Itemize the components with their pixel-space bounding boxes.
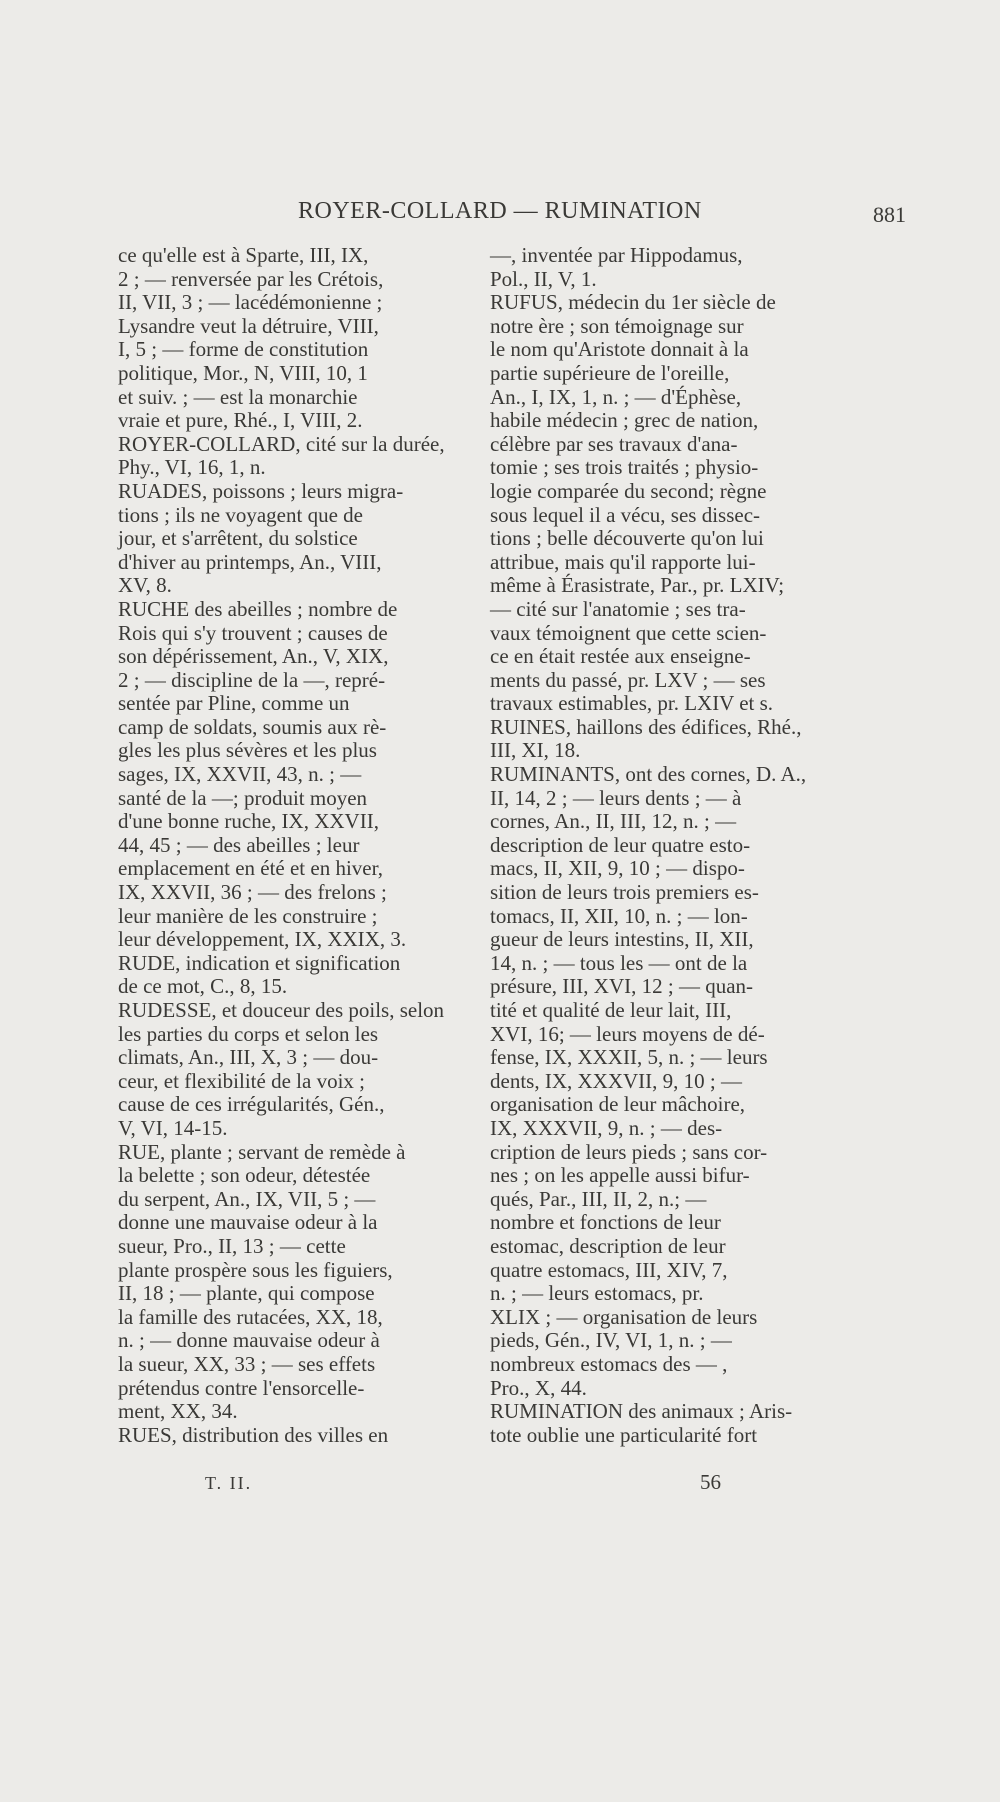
index-line: la belette ; son odeur, détestée [118, 1163, 371, 1188]
index-line: IX, XXXVII, 9, n. ; — des- [490, 1115, 723, 1140]
index-line: sentée par Pline, comme un [118, 691, 350, 716]
page-number: 881 [873, 202, 906, 227]
index-line: 2 ; — discipline de la —, repré- [118, 667, 386, 692]
index-line: tomie ; ses trois traités ; physio- [490, 455, 759, 480]
index-line: et suiv. ; — est la monarchie [118, 384, 358, 409]
sheet-number: 56 [700, 1470, 721, 1494]
index-line: 14, n. ; — tous les — ont de la [490, 950, 748, 975]
index-line: XV, 8. [118, 573, 172, 598]
index-line: Pol., II, V, 1. [490, 266, 597, 291]
index-line: leur développement, IX, XXIX, 3. [118, 927, 407, 952]
index-line: fense, IX, XXXII, 5, n. ; — leurs [490, 1045, 768, 1070]
index-line: — cité sur l'anatomie ; ses tra- [490, 596, 746, 621]
index-line: du serpent, An., IX, VII, 5 ; — [118, 1186, 376, 1211]
index-line: travaux estimables, pr. LXIV et s. [490, 691, 774, 716]
index-line: donne une mauvaise odeur à la [118, 1210, 378, 1235]
index-line: cription de leurs pieds ; sans cor- [490, 1139, 768, 1164]
index-line: RUDE, indication et signification [118, 950, 401, 975]
page-title: ROYER-COLLARD — RUMINATION [298, 198, 702, 224]
index-line: jour, et s'arrêtent, du solstice [118, 526, 358, 551]
index-line: tomacs, II, XII, 10, n. ; — lon- [490, 903, 748, 928]
index-line: Phy., VI, 16, 1, n. [118, 455, 266, 480]
index-line: d'hiver au printemps, An., VIII, [118, 549, 382, 574]
index-line: sous lequel il a vécu, ses dissec- [490, 502, 761, 527]
index-line: ments du passé, pr. LXV ; — ses [490, 667, 766, 692]
index-line: V, VI, 14-15. [118, 1115, 228, 1140]
index-line: XLIX ; — organisation de leurs [490, 1304, 758, 1329]
index-line: tions ; ils ne voyagent que de [118, 502, 363, 527]
index-line: partie supérieure de l'oreille, [490, 360, 730, 385]
index-line: cause de ces irrégularités, Gén., [118, 1092, 385, 1117]
index-line: son dépérissement, An., V, XIX, [118, 644, 389, 669]
index-line: sition de leurs trois premiers es- [490, 880, 759, 905]
index-line: 44, 45 ; — des abeilles ; leur [118, 832, 360, 857]
index-line: habile médecin ; grec de nation, [490, 408, 759, 433]
index-line: RUADES, poissons ; leurs migra- [118, 478, 404, 503]
index-line: de ce mot, C., 8, 15. [118, 974, 288, 999]
index-line: ce en était restée aux enseigne- [490, 644, 751, 669]
index-line: gueur de leurs intestins, II, XII, [490, 927, 754, 952]
index-line: quatre estomacs, III, XIV, 7, [490, 1257, 728, 1282]
index-line: les parties du corps et selon les [118, 1021, 379, 1046]
index-line: ment, XX, 34. [118, 1399, 238, 1424]
index-line: tions ; belle découverte qu'on lui [490, 526, 764, 551]
index-line: vraie et pure, Rhé., I, VIII, 2. [118, 408, 363, 433]
index-line: emplacement en été et en hiver, [118, 856, 384, 881]
index-line: leur manière de les construire ; [118, 903, 378, 928]
index-line: ceur, et flexibilité de la voix ; [118, 1068, 365, 1093]
right-column [490, 244, 848, 1447]
index-line: qués, Par., III, II, 2, n.; — [490, 1186, 707, 1211]
running-head [0, 198, 1000, 232]
index-line: sages, IX, XXVII, 43, n. ; — [118, 762, 362, 787]
index-line: RUES, distribution des villes en [118, 1422, 389, 1447]
index-line: Pro., X, 44. [490, 1375, 587, 1400]
index-line: présure, III, XVI, 12 ; — quan- [490, 974, 754, 999]
index-line: même à Érasistrate, Par., pr. LXIV; [490, 573, 785, 598]
volume-signature: T. II. [205, 1473, 253, 1493]
index-line: RUE, plante ; servant de remède à [118, 1139, 406, 1164]
index-line: cornes, An., II, III, 12, n. ; — [490, 809, 737, 834]
index-line: dents, IX, XXXVII, 9, 10 ; — [490, 1068, 742, 1093]
index-line: II, 14, 2 ; — leurs dents ; — à [490, 785, 742, 810]
index-line: sueur, Pro., II, 13 ; — cette [118, 1233, 346, 1258]
index-line: logie comparée du second; règne [490, 478, 767, 503]
index-line: I, 5 ; — forme de constitution [118, 337, 369, 362]
index-line: n. ; — donne mauvaise odeur à [118, 1328, 380, 1353]
index-line: macs, II, XII, 9, 10 ; — dispo- [490, 856, 745, 881]
index-line: la famille des rutacées, XX, 18, [118, 1304, 383, 1329]
index-line: RUCHE des abeilles ; nombre de [118, 596, 398, 621]
index-line: —, inventée par Hippodamus, [490, 243, 743, 267]
index-line: prétendus contre l'ensorcelle- [118, 1375, 365, 1400]
index-line: 2 ; — renversée par les Crétois, [118, 266, 384, 291]
index-line: d'une bonne ruche, IX, XXVII, [118, 809, 379, 834]
index-line: nombreux estomacs des — , [490, 1351, 728, 1376]
index-line: II, VII, 3 ; — lacédémonienne ; [118, 290, 383, 315]
index-line: camp de soldats, soumis aux rè- [118, 714, 387, 739]
index-line: ROYER-COLLARD, cité sur la durée, [118, 431, 445, 456]
index-line: II, 18 ; — plante, qui compose [118, 1281, 375, 1306]
index-line: An., I, IX, 1, n. ; — d'Éphèse, [490, 384, 742, 409]
page-footer [0, 1470, 1000, 1500]
index-line: description de leur quatre esto- [490, 832, 751, 857]
index-line: XVI, 16; — leurs moyens de dé- [490, 1021, 765, 1046]
index-line: nes ; on les appelle aussi bifur- [490, 1163, 750, 1188]
index-line: le nom qu'Aristote donnait à la [490, 337, 749, 362]
index-line: célèbre par ses travaux d'ana- [490, 431, 738, 456]
index-line: RUDESSE, et douceur des poils, selon [118, 998, 445, 1022]
index-line: notre ère ; son témoignage sur [490, 313, 744, 338]
index-line: politique, Mor., N, VIII, 10, 1 [118, 360, 368, 385]
index-line: estomac, description de leur [490, 1233, 726, 1258]
left-column [118, 244, 460, 1447]
index-line: tote oublie une particularité fort [490, 1422, 758, 1447]
index-line: RUINES, haillons des édifices, Rhé., [490, 714, 802, 739]
index-line: la sueur, XX, 33 ; — ses effets [118, 1351, 376, 1376]
index-line: III, XI, 18. [490, 738, 581, 763]
index-line: attribue, mais qu'il rapporte lui- [490, 549, 756, 574]
index-line: RUMINANTS, ont des cornes, D. A., [490, 762, 807, 787]
index-line: gles les plus sévères et les plus [118, 738, 377, 763]
index-line: vaux témoignent que cette scien- [490, 620, 767, 645]
index-line: santé de la —; produit moyen [118, 785, 368, 810]
index-line: climats, An., III, X, 3 ; — dou- [118, 1045, 379, 1070]
index-line: ce qu'elle est à Sparte, III, IX, [118, 243, 369, 267]
index-line: plante prospère sous les figuiers, [118, 1257, 393, 1282]
index-line: RUFUS, médecin du 1er siècle de [490, 290, 776, 315]
index-line: Rois qui s'y trouvent ; causes de [118, 620, 388, 645]
index-line: pieds, Gén., IV, VI, 1, n. ; — [490, 1328, 732, 1353]
index-line: nombre et fonctions de leur [490, 1210, 721, 1235]
index-line: n. ; — leurs estomacs, pr. [490, 1281, 704, 1306]
index-line: tité et qualité de leur lait, III, [490, 998, 732, 1022]
index-line: Lysandre veut la détruire, VIII, [118, 313, 379, 338]
index-line: RUMINATION des animaux ; Aris- [490, 1399, 793, 1424]
index-line: organisation de leur mâchoire, [490, 1092, 746, 1117]
index-line: IX, XXVII, 36 ; — des frelons ; [118, 880, 387, 905]
